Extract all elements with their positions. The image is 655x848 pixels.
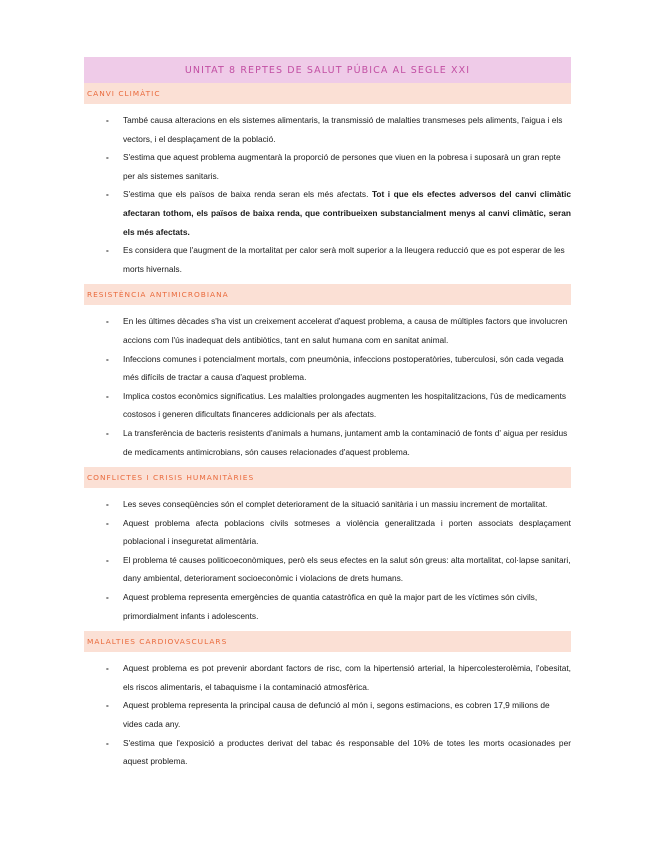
page-title-text: UNITAT 8 REPTES DE SALUT PÚBICA AL SEGLE XXI: [184, 64, 471, 76]
section-heading-canvi-climatic: [84, 83, 571, 104]
list-item-text: S'estima que aquest problema augmentarà la proporció de persones que viuen en la pobresa i suposarà un gran repte per als sistemes sanitaris.: [123, 152, 561, 181]
list-item-text: Aquest problema es pot prevenir abordant factors de risc, com la hipertensió arterial, la hipercolesterolèmia, l'obesitat, els riscos alimentaris, el tabaquisme i la contaminació atmosfèrica.: [123, 663, 571, 692]
section-heading-resistencia-antimicrobiana: [84, 284, 571, 305]
list-item-text: En les últimes dècades s'ha vist un creixement accelerat d'aquest problema, a causa de múltiples factors que involucren accions com l'ús inadequat dels antibiòtics, tant en salut humana com en sanitat animal.: [123, 316, 568, 345]
bullet-dash: -: [106, 189, 109, 200]
bullet-list-conflictes-crisis: [84, 495, 571, 625]
bullet-list-malalties-cardiovasculars: [84, 659, 571, 771]
bullet-dash: -: [106, 517, 109, 528]
list-item-text: Les seves conseqüències són el complet deteriorament de la situació sanitària i un massiu increment de mortalitat.: [123, 499, 548, 510]
bullet-dash: -: [106, 592, 109, 603]
bullet-dash: -: [106, 390, 109, 401]
bullet-dash: -: [106, 427, 109, 438]
section-heading-text: CANVI CLIMÀTIC: [87, 89, 161, 98]
bullet-dash: -: [106, 663, 109, 674]
bullet-dash: -: [106, 115, 109, 125]
list-item-text: Aquest problema representa la principal causa de defunció al món i, segons estimacions, es cobren 17,9 milions de vides cada any.: [123, 700, 550, 730]
list-item: [84, 148, 571, 185]
list-item-text: S'estima que l'exposició a productes derivat del tabac és responsable del 10% de totes les morts ocasionades per aquest problema.: [123, 737, 571, 767]
list-item: [84, 551, 571, 588]
bullet-dash: -: [106, 152, 109, 163]
list-item-text: Infeccions comunes i potencialment mortals, com pneumònia, infeccions postoperatòries, tuberculosi, són cada vegada més difícils de tractar a causa d'aquest problema.: [123, 353, 564, 383]
list-item-text: També causa alteracions en els sistemes alimentaris, la transmissió de malalties transmeses pels aliments, l'aigua i els vectors, i el desplaçament de la població.: [123, 115, 563, 144]
list-item: [84, 185, 571, 241]
bullet-list-canvi-climatic: [84, 111, 571, 278]
section-heading-text: CONFLICTES I CRISIS HUMANITÀRIES: [87, 473, 255, 483]
section-heading-text: MALALTIES CARDIOVASCULARS: [87, 637, 228, 647]
list-item: [84, 241, 571, 278]
bullet-dash: -: [106, 499, 109, 510]
list-item: [84, 514, 571, 551]
bullet-dash: -: [106, 353, 109, 364]
document-page: [84, 57, 571, 771]
bullet-dash: -: [106, 245, 109, 256]
list-item: [84, 734, 571, 771]
list-item-text: Aquest problema afecta poblacions civils sotmeses a violència generalitzada i porten associats desplaçament poblacional i inseguretat alimentària.: [123, 517, 571, 547]
list-item: [84, 312, 571, 349]
list-item-text: Implica costos econòmics significatius. Les malalties prolongades augmenten les hospitalitzacions, l'ús de medicaments costosos i generen dificultats financeres addicionals per als afectats.: [123, 390, 567, 420]
list-item-text: Es considera que l'augment de la mortalitat per calor serà molt superior a la lleugera reducció que es pot esperar de les morts hivernals.: [123, 245, 565, 274]
list-item: [84, 588, 571, 625]
section-heading-text: RESISTÈNCIA ANTIMICROBIANA: [87, 290, 229, 300]
list-item: [84, 111, 571, 148]
list-item: [84, 659, 571, 696]
list-item-text: S'estima que els països de baixa renda seran els més afectats.: [123, 189, 372, 200]
page-title: [84, 57, 571, 83]
list-item-text: Aquest problema representa emergències de quantia catastròfica en què la major part de les víctimes són civils, primordialment infants i adolescents.: [123, 592, 538, 621]
bullet-list-resistencia-antimicrobiana: [84, 312, 571, 461]
list-item: [84, 424, 571, 461]
list-item: [84, 495, 571, 514]
list-item: [84, 350, 571, 387]
list-item-text: El problema té causes politicoeconòmiques, però els seus efectes en la salut són greus: alta mortalitat, col·lapse sanitari, dany ambiental, deteriorament socioeconòmic i violacions de drets humans.: [123, 554, 571, 584]
bullet-dash: -: [106, 700, 109, 711]
list-item: [84, 696, 571, 733]
bullet-dash: -: [106, 316, 109, 327]
list-item-bold-text: Tot i que els efectes adversos del canvi climàtic afectaran tothom, els països de baixa renda, que contribueixen substancialment menys al canvi climàtic, seran els més afectats.: [123, 189, 571, 237]
section-heading-malalties-cardiovasculars: [84, 631, 571, 652]
bullet-dash: -: [106, 737, 109, 748]
bullet-dash: -: [106, 554, 109, 565]
section-heading-conflictes-crisis: [84, 467, 571, 488]
list-item: [84, 387, 571, 424]
list-item-text: La transferència de bacteris resistents d'animals a humans, juntament amb la contaminació de fonts d' aigua per residus de medicaments antimicrobians, són causes relacionades d'aquest problema.: [123, 427, 568, 457]
